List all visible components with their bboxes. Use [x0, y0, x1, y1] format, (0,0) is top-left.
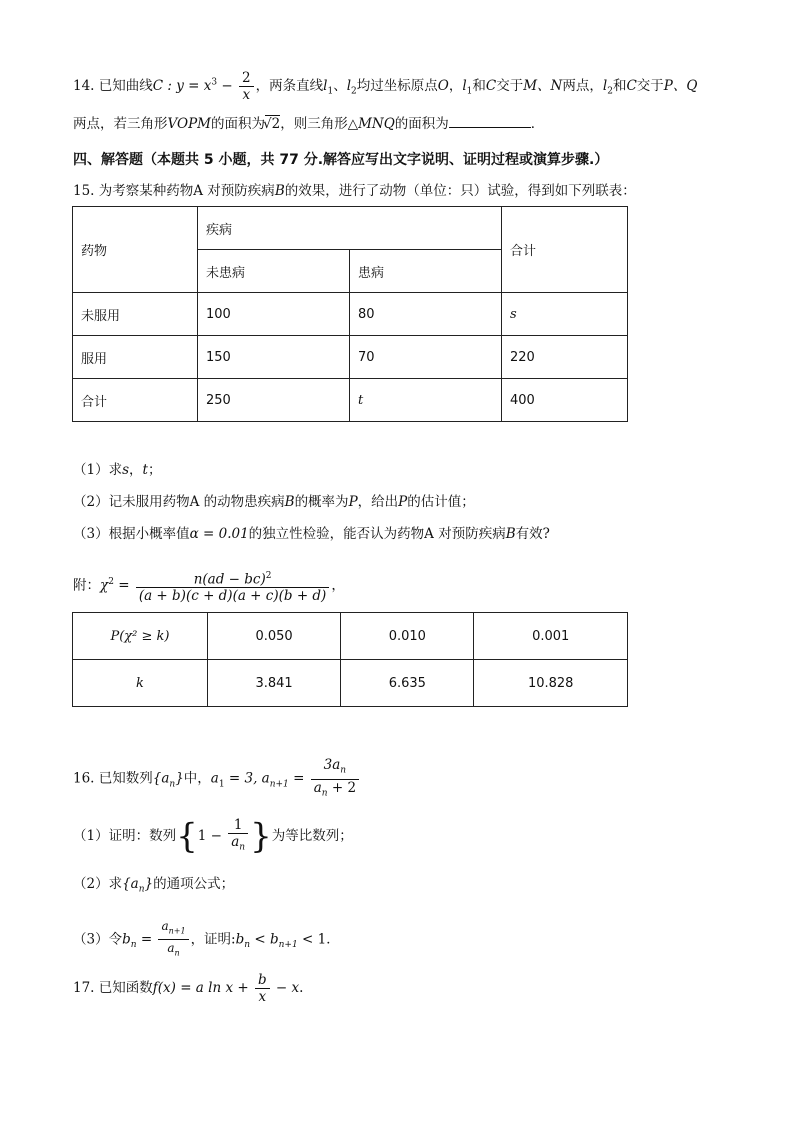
row-label: 未服用	[73, 293, 198, 336]
q15-part1	[73, 460, 161, 480]
line-l1: l	[323, 78, 328, 94]
q16-text: 为等比数列；	[271, 828, 353, 844]
period: ．	[326, 931, 340, 948]
minus: −	[217, 78, 238, 94]
recurrence-num	[311, 757, 359, 780]
q14-text: ，则三角形	[280, 116, 348, 132]
var-P: P	[348, 494, 358, 510]
header-not-sick: 未患病	[198, 250, 350, 293]
cell: s	[502, 293, 628, 336]
equals: =	[136, 931, 157, 948]
cell: 100	[198, 293, 350, 336]
chi-fraction	[136, 568, 330, 605]
q17-text: 17. 已知函数	[73, 980, 153, 996]
exponent: 2	[108, 577, 114, 587]
q16-text: 的通项公式；	[153, 876, 235, 892]
critical-values-table	[72, 612, 628, 707]
q15-text: ；	[147, 462, 162, 478]
sub-n1: n+1	[168, 926, 186, 936]
sub-2: 2	[351, 86, 357, 97]
triangle-symbol: △	[347, 116, 359, 132]
sub-n1: n+1	[278, 940, 298, 951]
cell: t	[350, 379, 502, 422]
sub-n: n	[340, 765, 347, 776]
triangle-VOPM: VOPM	[167, 116, 211, 132]
q15-text: ，	[129, 462, 143, 478]
b-over-x-fraction	[255, 972, 270, 1005]
cell: 3.841	[208, 660, 341, 707]
q14-text: 两点，	[562, 78, 603, 94]
q16-text: 中，	[183, 770, 211, 787]
q16-part3	[73, 918, 340, 965]
den-text: a	[167, 941, 175, 956]
bn-num	[158, 918, 188, 940]
brace-close: }	[144, 876, 154, 892]
q14-text: 的面积为	[394, 116, 449, 132]
numerator-text: n(ad − bc)	[193, 571, 266, 588]
sqrt-value: 2	[271, 116, 281, 132]
cell: 250	[198, 379, 350, 422]
cell: 70	[350, 336, 502, 379]
sub-n1: n+1	[269, 779, 289, 790]
chi-numerator	[136, 568, 330, 589]
function-f: f(x) = a ln x +	[152, 980, 253, 996]
q15-text: 的效果，进行了动物（单位：只）试验，得到如下列联表：	[284, 183, 636, 199]
q15-text: ，给出	[357, 494, 399, 510]
chi-symbol: χ	[100, 577, 109, 594]
q14-text: 交于	[636, 78, 664, 94]
table-row	[73, 336, 628, 379]
q15-text: 有效?	[515, 526, 550, 542]
q15-text: （1）求	[73, 462, 123, 478]
a1-eq: = 3, a	[224, 770, 270, 787]
cell: 400	[502, 379, 628, 422]
sub-n: n	[130, 940, 137, 951]
ineq-tail: < 1	[297, 931, 327, 948]
q15-text: 15. 为考察某种药物A 对预防疾病	[73, 183, 275, 199]
alpha-value: α = 0.01	[189, 526, 249, 542]
line-l1: l	[462, 78, 467, 94]
var-P: P	[398, 494, 408, 510]
sub-1: 1	[218, 779, 225, 790]
q17-intro	[73, 968, 303, 1008]
period: .	[299, 980, 304, 996]
frac-den: x	[242, 87, 251, 103]
section-heading: 四、解答题（本题共 5 小题，共 77 分.解答应写出文字说明、证明过程或演算步骤.）	[73, 152, 609, 168]
sub-1: 1	[327, 86, 334, 97]
line-l2: l	[346, 78, 352, 94]
equals: =	[113, 577, 134, 594]
sub-n: n	[138, 884, 145, 895]
points-PQ: P、Q	[663, 78, 698, 94]
q14-text: 的面积为	[211, 116, 265, 132]
den-text: a	[231, 834, 240, 851]
q16-text: ，证明:	[190, 931, 236, 948]
q16-intro	[73, 757, 361, 804]
sub-n: n	[244, 940, 251, 951]
frac-den: x	[258, 989, 267, 1005]
q14-text: 和	[472, 78, 486, 94]
k-label: k	[73, 660, 208, 707]
fraction-2-over-x	[239, 70, 254, 103]
q16-text: （2）求	[73, 876, 123, 892]
q14-text: 交于	[496, 78, 524, 94]
cell: 220	[502, 336, 628, 379]
cell: 150	[198, 336, 350, 379]
sub-2: 2	[607, 86, 613, 97]
q14-line1	[73, 70, 697, 103]
table-row	[73, 379, 628, 422]
disease-B: B	[274, 183, 285, 199]
q15-part3	[73, 524, 550, 544]
line-l2: l	[602, 78, 608, 94]
sub-1: 1	[466, 86, 473, 97]
one-minus: 1 −	[197, 828, 227, 844]
cell: 6.635	[341, 660, 474, 707]
curve-C: C	[485, 78, 497, 94]
table-row	[73, 660, 628, 707]
q16-part1	[73, 816, 353, 857]
num-text: 3a	[323, 757, 341, 773]
disease-B: B	[505, 526, 516, 542]
brace-close: }	[175, 770, 184, 787]
frac-num: 1	[228, 817, 248, 834]
contingency-table	[72, 206, 628, 422]
bn-fraction	[158, 918, 188, 962]
frac-den	[228, 834, 248, 856]
curve-eq: C : y = x	[152, 78, 212, 94]
ineq-b: b	[235, 931, 245, 948]
q15-text: 的概率为	[294, 494, 349, 510]
recurrence-den	[311, 780, 359, 802]
q14-text: 两点，若三角形	[73, 116, 168, 132]
q16-text: （3）令	[73, 931, 123, 948]
q14-line2	[73, 113, 544, 134]
ineq-b2: < b	[250, 931, 279, 948]
cell: 80	[350, 293, 502, 336]
cell: 0.010	[341, 613, 474, 660]
sub-n: n	[174, 948, 180, 958]
den-tail: + 2	[327, 779, 357, 796]
equals: =	[288, 770, 309, 787]
table-row	[73, 293, 628, 336]
sub-n: n	[169, 779, 176, 790]
sub-n: n	[239, 842, 246, 853]
recurrence-fraction	[311, 757, 359, 801]
chi-denominator: (a + b)(c + d)(a + c)(b + d)	[138, 588, 327, 605]
disease-B: B	[284, 494, 295, 510]
q16-text: （1）证明：数列	[73, 828, 177, 844]
frac-num: 2	[239, 70, 254, 87]
q14-number: 14.	[73, 78, 95, 94]
q15-text: （3）根据小概率值	[73, 526, 190, 542]
row-label: 服用	[73, 336, 198, 379]
origin-O: O	[437, 78, 449, 94]
var-t: t	[142, 462, 148, 478]
bn: b	[122, 931, 131, 948]
q14-text: ．	[530, 116, 545, 132]
header-disease: 疾病	[198, 207, 502, 250]
q16-text: 16. 已知数列	[73, 770, 153, 787]
header-total: 合计	[502, 207, 628, 293]
var-s: s	[122, 462, 130, 478]
cell: 10.828	[474, 660, 628, 707]
den-text: a	[313, 779, 322, 796]
bn-den	[158, 940, 188, 961]
reciprocal-fraction	[228, 817, 248, 856]
p-label: P(χ² ≥ k)	[73, 613, 208, 660]
q15-text: 的估计值；	[407, 494, 475, 510]
a1: a	[210, 770, 219, 787]
sequence-an: {a	[122, 876, 139, 892]
cell: 0.050	[208, 613, 341, 660]
q14-text: 、	[333, 78, 347, 94]
chi-square-formula	[73, 562, 345, 606]
comma: ，	[331, 577, 345, 594]
appendix-label: 附：	[73, 577, 100, 594]
q15-text: （2）记未服用药物A 的动物患疾病	[73, 494, 285, 510]
q14-text: 和	[612, 78, 627, 94]
frac-num: b	[255, 972, 270, 989]
row-label: 合计	[73, 379, 198, 422]
header-sick: 患病	[350, 250, 502, 293]
sequence-an: {a	[152, 770, 170, 787]
q14-text: 已知曲线	[98, 78, 153, 94]
sub-n: n	[321, 788, 328, 799]
header-drug: 药物	[73, 207, 198, 293]
q15-text: 的独立性检验，能否认为药物A 对预防疾病	[248, 526, 506, 542]
triangle-MNQ: MNQ	[358, 116, 395, 132]
right-brace: }	[250, 816, 272, 857]
exponent: 2	[265, 570, 272, 581]
exponent: 3	[211, 77, 218, 88]
points-MN: M、N	[523, 78, 563, 94]
cell: 0.001	[474, 613, 628, 660]
q14-text: ，	[448, 78, 463, 94]
q15-part2	[73, 492, 475, 512]
num-text: a	[161, 919, 169, 933]
answer-blank	[449, 113, 531, 128]
q14-text: 均过坐标原点	[356, 78, 438, 94]
q14-text: ，两条直线	[255, 78, 324, 94]
sqrt-symbol: √2	[263, 116, 281, 132]
q16-part2	[73, 874, 234, 900]
function-tail: − x	[271, 980, 300, 996]
curve-C: C	[626, 78, 637, 94]
left-brace: {	[176, 816, 198, 857]
table-row	[73, 613, 628, 660]
q15-intro	[73, 181, 636, 201]
